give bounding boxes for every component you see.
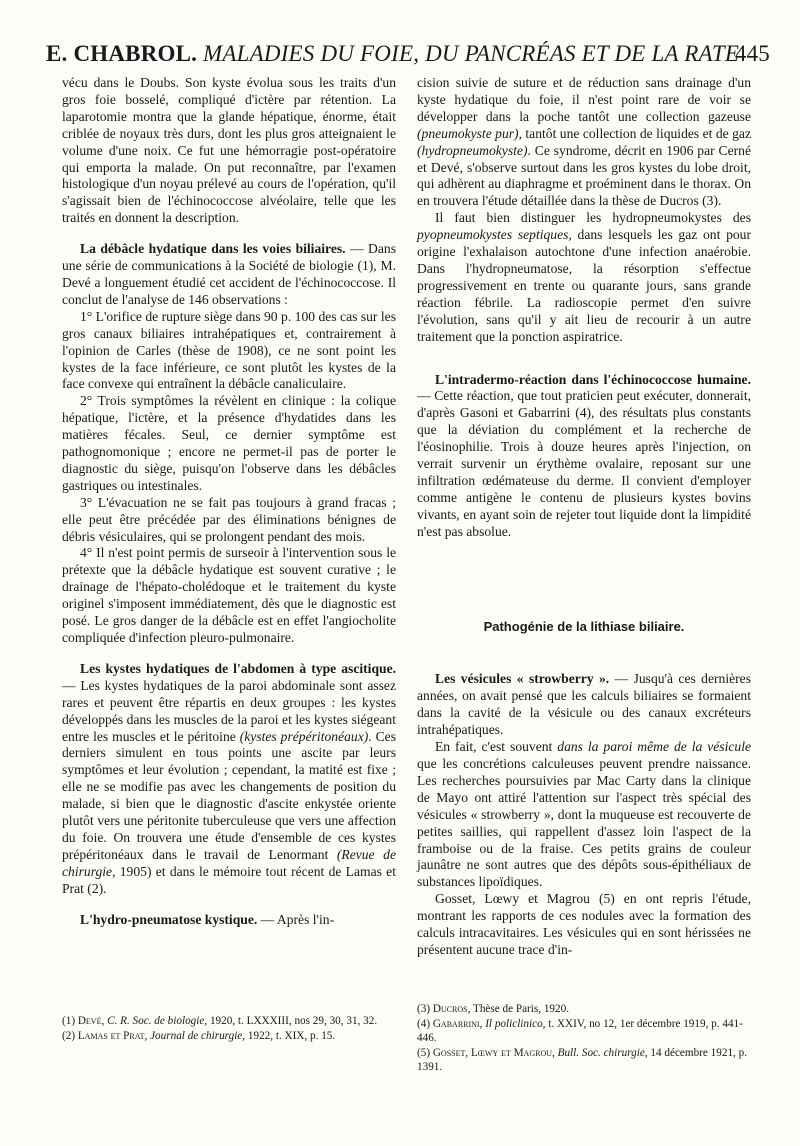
footnote-4-journal: Il policlinico <box>485 1017 543 1030</box>
paragraph-debacle <box>62 241 396 309</box>
heading-ascitic: Les kystes hydatiques de l'abdomen à type ascitique. <box>80 660 396 676</box>
paragraph-hydro <box>62 912 396 929</box>
en-fait-a: En fait, c'est souvent <box>435 739 558 755</box>
paragraph-en-fait <box>417 739 751 891</box>
en-fait-italic: dans la paroi même de la vésicule <box>557 739 752 755</box>
footnote-2: (2) Lamas et Prat, Journal de chirurgie, 1922, t. XIX, p. 15. <box>62 1029 336 1042</box>
hydro-cont-c: . Ce syndrome, décrit en 1906 par Cerné et Devé, s'observe surtout dans les gros kystes du lobe droit, qui adhèrent au diaphragme et proéminent dans le thorax. On en trouvera l'étude détaillée dans la thèse de Ducros (3). <box>417 142 751 209</box>
paragraph-intradermo <box>417 372 751 541</box>
footnote-4: (4) Gabarrini, Il policlinico, t. XXIV, no 12, 1er décembre 1919, p. 441-446. <box>417 1017 743 1044</box>
footnote-2-rest: , 1922, t. XIX, p. 15. <box>242 1029 336 1042</box>
footnote-1-rest: , 1920, t. LXXXIII, nos 29, 30, 31, 32. <box>204 1015 378 1027</box>
footnote-5-author: Gosset, Lœwy et Magrou <box>432 1046 553 1059</box>
running-head <box>46 40 770 68</box>
right-footnotes <box>417 1002 751 1075</box>
left-column <box>62 75 396 929</box>
footnote-1: (1) Devé, C. R. Soc. de biologie, 1920, t. LXXXIII, nos 29, 30, 31, 32. <box>62 1015 378 1027</box>
pyopneumo-italic: pyopneumokystes septiques <box>417 227 569 243</box>
page-number: 445 <box>734 41 770 66</box>
list-item-3: 3° L'évacuation ne se fait pas toujours à grand fracas ; elle peut être précédée par des éliminations bénignes de débris vésiculaires, qui se prolongent pendant des mois. <box>62 494 396 544</box>
footnote-2-author: Lamas et Prat <box>77 1029 145 1042</box>
left-footnotes <box>62 1014 396 1043</box>
intradermo-text: — Cette réaction, que tout praticien peut exécuter, donnerait, d'après Gasoni et Gabarrini (4), des résultats plus constants que la déviation du complément et la recherche de l'éosinophilie. Trois à douze heures après l'injection, on verrait survenir un érythème ovalaire, reposant sur une infiltration œdémateuse du derme. Il convient d'employer comme antigène le contenu de plusieurs kystes bovins vivants, en ayant soin de rejeter tout liquide dont la limpidité n'est pas absolue. <box>417 388 751 539</box>
footnote-4-rest: , t. XXIV, no 12, 1er décembre 1919, p. 441-446. <box>417 1017 743 1044</box>
footnote-4-author: Gabarrini <box>432 1017 480 1030</box>
list-item-4: 4° Il n'est point permis de surseoir à l'intervention sous le prétexte que la débâcle hydatique est souvent curative ; le drainage de l'hépato-cholédoque et le traitement du kyste originel s'imposent immédiatement, dès que le diagnostic est posé. Le gros danger de la débâcle est en effet l'angiocholite compliquée d'infection pleuro-pulmonaire. <box>62 545 396 645</box>
strowberry-text: — Jusqu'à ces dernières années, on avait pensé que les calculs biliaires se formaient dans la cavité de la vésicule ou des canaux excréteurs intrahépatiques. <box>417 671 751 738</box>
footnote-2-journal: Journal de chirurgie <box>150 1029 243 1042</box>
paragraph-gosset: Gosset, Lœwy et Magrou (5) en ont repris l'étude, montrant les rapports de ces nodules avec la formation des calculs intracavitaires. Les vésicules qui en sont hérissées ne présentent aucune trace d'in- <box>417 891 751 957</box>
ascitic-text-c: , 1905) et dans le mémoire tout récent de Lamas et Prat (2). <box>62 863 396 896</box>
footnote-3 <box>417 1002 751 1017</box>
list-item-1: 1° L'orifice de rupture siège dans 90 p. 100 des cas sur les gros canaux biliaires intrahépatiques et, contrairement à l'opinion de Carles (thèse de 1908), ce ne sont point les kystes de la face inférieure, ce sont plutôt les kystes de la face convexe qui entraînent la débâcle canaliculaire. <box>62 308 396 392</box>
ascitic-text-a: — Les kystes hydatiques de la paroi abdominale sont assez rares et peuvent être répartis en deux groupes : les kystes développés dans les muscles de la paroi et les kystes siégeant entre les muscles et le péritoine <box>62 677 396 744</box>
footnote-3-rest: , Thèse de Paris, 1920. <box>467 1003 570 1015</box>
paragraph-ascitic <box>62 661 396 898</box>
footnote-1-number: (1) <box>62 1015 78 1027</box>
en-fait-b: que les concrétions calculeuses peuvent prendre naissance. Les recherches poursuivies par Mac Carty dans la clinique de Mayo ont attiré l'attention sur l'aspect très spécial des vésicules « strowberry », dont la muqueuse est recouverte de petites saillies, qui rappellent d'assez loin l'aspect de la framboise ou de la fraise. Ces petits grains de couleur jaunâtre ne sont autres que des dépôts sous-épithéliaux de substances lipoïdiques. <box>417 756 751 890</box>
pyopneumo-b: , dans lesquels les gaz ont pour origine l'exhalaison autochtone d'une infection anaérobie. Dans l'hydropneumatose, la résorption s'effectue progressivement en trente ou quarante jours, sans grande réaction fébrile. La radioscopie permet d'en suivre l'évolution, sans qu'il y ait lieu de recourir à un autre traitement que la ponction aspiratrice. <box>417 227 751 344</box>
footnote-4-number: (4) <box>417 1017 433 1030</box>
heading-intradermo: L'intradermo-réaction dans l'échinococcose humaine. <box>435 371 751 387</box>
footnote-2-number: (2) <box>62 1029 78 1042</box>
footnote-5-journal: Bull. Soc. chirurgie <box>557 1046 645 1059</box>
hydro-italic-a: (pneumokyste pur) <box>417 125 519 141</box>
ascitic-italic-b: (Revue de chirurgie <box>62 846 396 879</box>
section-title-lithiase: Pathogénie de la lithiase biliaire. <box>483 618 685 634</box>
hydro-italic-b: (hydropneumokyste) <box>417 142 528 158</box>
right-column <box>417 75 751 959</box>
running-head-title: MALADIES DU FOIE, DU PANCRÉAS ET DE LA RATE <box>197 41 740 66</box>
paragraph-doubs: vécu dans le Doubs. Son kyste évolua sous les traits d'un gros foie bosselé, compliqué d'ictère par rétention. La laparotomie montra que la glande hépatique, énorme, était criblée de noyaux très durs, dont les plus gros atteignaient le volume d'une noix. Ce fut une hémorragie post-opératoire qui emporta la malade. On put reconnaître, par l'examen histologique d'un noyau prélevé au cours de l'opération, qu'il s'agissait bien de l'échinococcose alvéolaire, telle que les traités en donnent la description. <box>62 75 396 226</box>
running-head-author: E. CHABROL. <box>46 41 198 66</box>
footnote-5-rest: , 14 décembre 1921, p. 1391. <box>417 1046 748 1073</box>
ascitic-text-b: . Ces derniers simulent en tous points une ascite par leurs symptômes et leur évolution ; cependant, la matité est fixe ; elle ne se modifie pas avec les changements de position du malade, si bien que le diagnostic d'ascite enkystée oriente plutôt vers une péritonite tuberculeuse que vers une affection du foie. On trouvera une étude d'ensemble de ces kystes prépéritonéaux dans le travail de Lenormant <box>62 728 397 862</box>
paragraph-pyopneumo <box>417 210 751 345</box>
heading-hydro: L'hydro-pneumatose kystique. <box>80 911 258 927</box>
ascitic-italic-a: (kystes prépéritonéaux) <box>239 728 369 744</box>
hydro-cont-a: cision suivie de suture et de réduction sans drainage d'un kyste hydatique du foie, il n'est point rare de voir se développer dans la poche tantôt une collection gazeuse <box>417 75 751 124</box>
heading-debacle: La débâcle hydatique dans les voies biliaires. <box>80 241 346 257</box>
footnote-5: (5) Gosset, Lœwy et Magrou, Bull. Soc. chirurgie, 14 décembre 1921, p. 1391. <box>417 1046 748 1073</box>
footnote-1-journal: C. R. Soc. de biologie <box>107 1015 205 1027</box>
paragraph-hydro-cont <box>417 75 751 210</box>
footnote-5-number: (5) <box>417 1046 433 1059</box>
footnote-3-author: Ducros <box>432 1003 468 1015</box>
pyopneumo-a: Il faut bien distinguer les hydropneumokystes des <box>435 210 751 226</box>
heading-strowberry: Les vésicules « strowberry ». <box>435 671 610 687</box>
footnote-3-number: (3) <box>417 1003 433 1015</box>
hydro-text: — Après l'in- <box>257 911 335 927</box>
paragraph-strowberry <box>417 671 751 739</box>
list-item-2: 2° Trois symptômes la révèlent en clinique : la colique hépatique, l'ictère, et la présence d'hydatides dans les matières fécales. Seul, ce dernier symptôme est pathognomonique ; encore ne permet-il pas de porter le diagnostic du siège, puisqu'on l'observe dans les débâcles gastriques ou intestinales. <box>62 393 396 493</box>
debacle-text: — Dans une série de communications à la Société de biologie (1), M. Devé a longuement étudié cet accident de l'échinococcose. Il conclut de l'analyse de 146 observations : <box>62 241 396 307</box>
hydro-cont-b: , tantôt une collection de liquides et de gaz <box>518 125 751 141</box>
footnote-1-author: Devé <box>77 1015 102 1027</box>
